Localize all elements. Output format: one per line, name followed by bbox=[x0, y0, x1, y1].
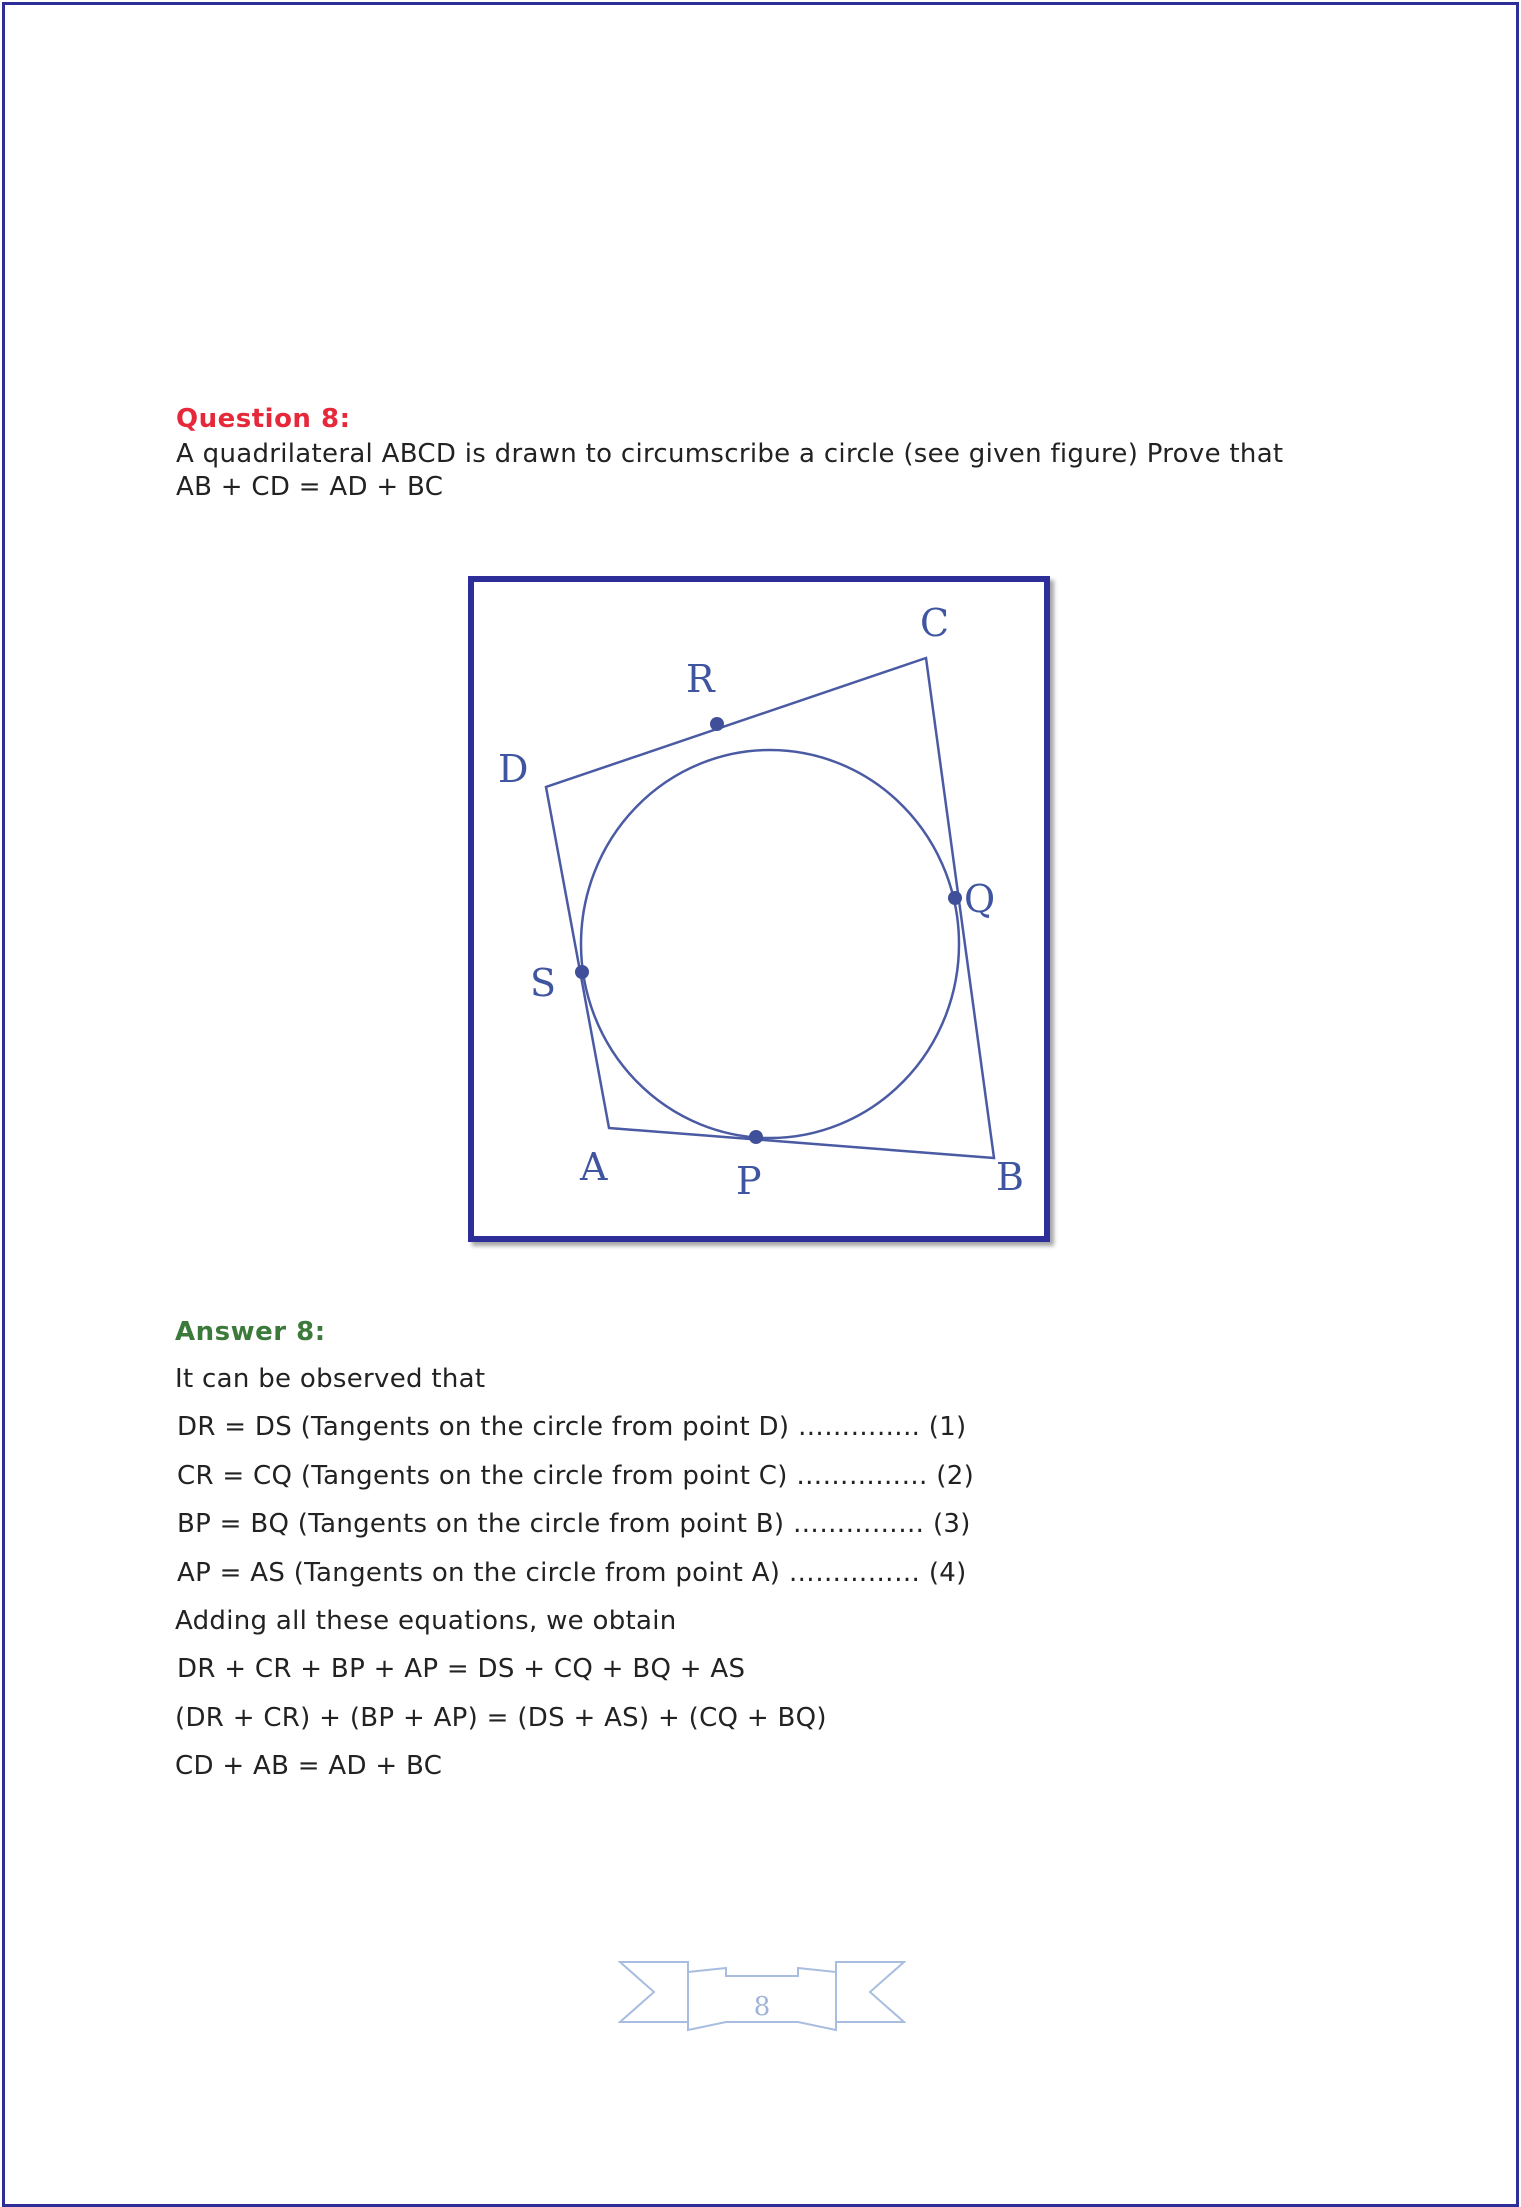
label-a: A bbox=[580, 1145, 608, 1189]
label-d: D bbox=[498, 747, 529, 791]
answer-line: CR = CQ (Tangents on the circle from point C) …………… (2) bbox=[177, 1460, 975, 1491]
tangent-point-p bbox=[749, 1130, 763, 1144]
answer-line: (DR + CR) + (BP + AP) = (DS + AS) + (CQ + BQ) bbox=[175, 1702, 827, 1733]
tangent-point-q bbox=[948, 891, 962, 905]
question-heading: Question 8: bbox=[176, 404, 351, 434]
label-c: C bbox=[920, 601, 950, 645]
answer-heading: Answer 8: bbox=[175, 1317, 326, 1347]
answer-line: It can be observed that bbox=[175, 1364, 486, 1394]
tangent-point-r bbox=[710, 717, 724, 731]
circumscribed-quadrilateral-figure bbox=[474, 582, 1044, 1236]
question-text bbox=[176, 438, 1356, 504]
quadrilateral-abcd bbox=[546, 658, 994, 1158]
answer-body bbox=[175, 1360, 1375, 1796]
page-footer-ribbon bbox=[618, 1958, 906, 2036]
tangent-point-s bbox=[575, 965, 589, 979]
inscribed-circle bbox=[581, 750, 959, 1138]
answer-line: CD + AB = AD + BC bbox=[175, 1751, 443, 1782]
answer-line: DR = DS (Tangents on the circle from point D) ………….. (1) bbox=[177, 1412, 967, 1443]
label-p: P bbox=[736, 1159, 762, 1203]
question-text-line-1: A quadrilateral ABCD is drawn to circumscribe a circle (see given figure) Prove that bbox=[176, 439, 1284, 469]
answer-line: DR + CR + BP + AP = DS + CQ + BQ + AS bbox=[177, 1654, 746, 1685]
question-text-line-2: AB + CD = AD + BC bbox=[176, 472, 444, 502]
figure-frame bbox=[468, 576, 1050, 1242]
answer-line: AP = AS (Tangents on the circle from point A) …………… (4) bbox=[177, 1557, 967, 1588]
label-q: Q bbox=[964, 877, 996, 921]
label-b: B bbox=[996, 1155, 1024, 1199]
answer-line: Adding all these equations, we obtain bbox=[175, 1605, 677, 1636]
answer-line: BP = BQ (Tangents on the circle from point B) …………… (3) bbox=[177, 1509, 971, 1540]
label-s: S bbox=[530, 961, 557, 1005]
page-number: 8 bbox=[753, 1992, 771, 2022]
label-r: R bbox=[686, 657, 715, 701]
